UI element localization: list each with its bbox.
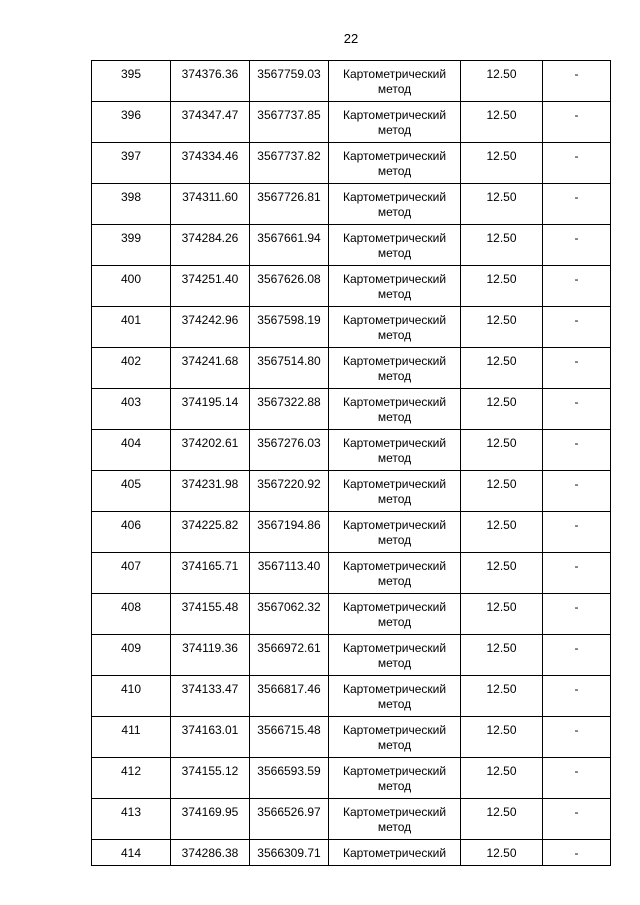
x-coordinate-cell xyxy=(171,225,250,266)
y-coordinate-cell xyxy=(250,61,329,102)
note-cell-text: - xyxy=(574,764,579,778)
y-coordinate-cell-text: 3567113.40 xyxy=(257,559,321,573)
point-number-cell-text: 409 xyxy=(120,641,142,655)
point-number-cell xyxy=(92,225,171,266)
x-coordinate-cell xyxy=(171,143,250,184)
point-number-cell-text: 413 xyxy=(120,805,142,819)
accuracy-cell xyxy=(461,61,543,102)
x-coordinate-cell xyxy=(171,594,250,635)
y-coordinate-cell xyxy=(250,553,329,594)
accuracy-cell-text: 12.50 xyxy=(486,764,517,778)
point-number-cell-text: 406 xyxy=(120,518,142,532)
accuracy-cell xyxy=(461,635,543,676)
method-cell xyxy=(329,430,461,471)
accuracy-cell xyxy=(461,717,543,758)
note-cell xyxy=(543,266,611,307)
point-number-cell-text: 402 xyxy=(120,354,142,368)
x-coordinate-cell xyxy=(171,471,250,512)
method-cell-text: Картометрический метод xyxy=(342,190,447,219)
table-row xyxy=(92,61,611,102)
accuracy-cell xyxy=(461,266,543,307)
note-cell-text: - xyxy=(574,67,579,81)
method-cell-text: Картометрический метод xyxy=(342,600,447,629)
note-cell xyxy=(543,717,611,758)
x-coordinate-cell-text: 374284.26 xyxy=(181,231,239,245)
point-number-cell xyxy=(92,635,171,676)
y-coordinate-cell-text: 3567220.92 xyxy=(257,477,321,491)
page-number: 22 xyxy=(343,31,359,46)
point-number-cell xyxy=(92,676,171,717)
x-coordinate-cell-text: 374347.47 xyxy=(181,108,239,122)
y-coordinate-cell-text: 3567737.82 xyxy=(257,149,321,163)
note-cell xyxy=(543,840,611,866)
note-cell-text: - xyxy=(574,149,579,163)
note-cell-text: - xyxy=(574,231,579,245)
accuracy-cell-text: 12.50 xyxy=(486,600,517,614)
note-cell xyxy=(543,389,611,430)
y-coordinate-cell xyxy=(250,799,329,840)
table-row xyxy=(92,799,611,840)
y-coordinate-cell-text: 3566593.59 xyxy=(257,764,321,778)
x-coordinate-cell-text: 374119.36 xyxy=(182,641,238,655)
method-cell xyxy=(329,307,461,348)
table-row xyxy=(92,102,611,143)
table-row xyxy=(92,471,611,512)
y-coordinate-cell xyxy=(250,184,329,225)
y-coordinate-cell xyxy=(250,717,329,758)
note-cell xyxy=(543,348,611,389)
note-cell-text: - xyxy=(574,846,579,860)
x-coordinate-cell-text: 374311.60 xyxy=(182,190,238,204)
note-cell-text: - xyxy=(574,559,579,573)
accuracy-cell-text: 12.50 xyxy=(486,436,517,450)
x-coordinate-cell-text: 374155.12 xyxy=(181,764,239,778)
note-cell-text: - xyxy=(574,395,579,409)
point-number-cell xyxy=(92,840,171,866)
method-cell-text: Картометрический метод xyxy=(342,313,447,342)
x-coordinate-cell-text: 374165.71 xyxy=(181,559,239,573)
x-coordinate-cell xyxy=(171,307,250,348)
note-cell-text: - xyxy=(574,682,579,696)
accuracy-cell xyxy=(461,553,543,594)
note-cell xyxy=(543,143,611,184)
y-coordinate-cell xyxy=(250,430,329,471)
accuracy-cell xyxy=(461,758,543,799)
x-coordinate-cell xyxy=(171,61,250,102)
table-row xyxy=(92,594,611,635)
point-number-cell-text: 397 xyxy=(120,149,142,163)
point-number-cell-text: 401 xyxy=(120,313,142,327)
accuracy-cell-text: 12.50 xyxy=(486,518,517,532)
table-row xyxy=(92,184,611,225)
point-number-cell-text: 398 xyxy=(120,190,142,204)
point-number-cell xyxy=(92,512,171,553)
point-number-cell-text: 404 xyxy=(120,436,142,450)
point-number-cell xyxy=(92,430,171,471)
method-cell-text: Картометрический метод xyxy=(342,641,447,670)
note-cell xyxy=(543,307,611,348)
y-coordinate-cell-text: 3567598.19 xyxy=(257,313,321,327)
method-cell-text: Картометрический метод xyxy=(342,395,447,424)
method-cell-text: Картометрический метод xyxy=(342,272,447,301)
y-coordinate-cell-text: 3566817.46 xyxy=(257,682,321,696)
table-row xyxy=(92,389,611,430)
note-cell-text: - xyxy=(574,272,579,286)
table-row xyxy=(92,758,611,799)
y-coordinate-cell xyxy=(250,635,329,676)
method-cell-text: Картометрический метод xyxy=(342,436,447,465)
accuracy-cell xyxy=(461,840,543,866)
method-cell xyxy=(329,717,461,758)
table-row xyxy=(92,266,611,307)
note-cell-text: - xyxy=(574,723,579,737)
accuracy-cell xyxy=(461,676,543,717)
x-coordinate-cell-text: 374225.82 xyxy=(181,518,239,532)
y-coordinate-cell-text: 3567276.03 xyxy=(257,436,321,450)
method-cell-text: Картометрический метод xyxy=(342,354,447,383)
method-cell-text: Картометрический метод xyxy=(342,518,447,547)
accuracy-cell-text: 12.50 xyxy=(486,641,517,655)
y-coordinate-cell xyxy=(250,143,329,184)
x-coordinate-cell xyxy=(171,840,250,866)
method-cell xyxy=(329,266,461,307)
point-number-cell-text: 412 xyxy=(120,764,142,778)
note-cell xyxy=(543,471,611,512)
accuracy-cell-text: 12.50 xyxy=(486,149,517,163)
y-coordinate-cell-text: 3567322.88 xyxy=(257,395,321,409)
note-cell-text: - xyxy=(574,436,579,450)
y-coordinate-cell xyxy=(250,512,329,553)
accuracy-cell-text: 12.50 xyxy=(486,846,517,860)
x-coordinate-cell-text: 374155.48 xyxy=(181,600,239,614)
coordinates-table xyxy=(91,60,611,866)
accuracy-cell-text: 12.50 xyxy=(486,723,517,737)
x-coordinate-cell xyxy=(171,512,250,553)
method-cell-text: Картометрический метод xyxy=(342,108,447,137)
point-number-cell-text: 403 xyxy=(120,395,142,409)
point-number-cell xyxy=(92,758,171,799)
note-cell-text: - xyxy=(574,354,579,368)
method-cell-text: Картометрический метод xyxy=(342,149,447,178)
table-row xyxy=(92,348,611,389)
point-number-cell xyxy=(92,184,171,225)
x-coordinate-cell-text: 374195.14 xyxy=(181,395,239,409)
note-cell xyxy=(543,799,611,840)
y-coordinate-cell xyxy=(250,758,329,799)
note-cell-text: - xyxy=(574,477,579,491)
accuracy-cell xyxy=(461,307,543,348)
x-coordinate-cell xyxy=(171,184,250,225)
x-coordinate-cell-text: 374231.98 xyxy=(181,477,239,491)
x-coordinate-cell xyxy=(171,430,250,471)
point-number-cell-text: 414 xyxy=(120,846,142,860)
point-number-cell-text: 410 xyxy=(120,682,142,696)
y-coordinate-cell-text: 3567062.32 xyxy=(257,600,321,614)
x-coordinate-cell-text: 374163.01 xyxy=(181,723,239,737)
x-coordinate-cell xyxy=(171,635,250,676)
point-number-cell-text: 405 xyxy=(120,477,142,491)
method-cell-text: Картометрический метод xyxy=(342,477,447,506)
table-row xyxy=(92,430,611,471)
y-coordinate-cell xyxy=(250,676,329,717)
method-cell xyxy=(329,348,461,389)
method-cell-text: Картометрический метод xyxy=(342,231,447,260)
table-row xyxy=(92,676,611,717)
y-coordinate-cell xyxy=(250,266,329,307)
note-cell-text: - xyxy=(574,190,579,204)
y-coordinate-cell-text: 3567759.03 xyxy=(257,67,321,81)
point-number-cell xyxy=(92,102,171,143)
method-cell xyxy=(329,799,461,840)
note-cell xyxy=(543,758,611,799)
accuracy-cell xyxy=(461,389,543,430)
x-coordinate-cell xyxy=(171,348,250,389)
method-cell xyxy=(329,840,461,866)
accuracy-cell-text: 12.50 xyxy=(486,313,517,327)
method-cell xyxy=(329,102,461,143)
y-coordinate-cell-text: 3567626.08 xyxy=(257,272,321,286)
table-row xyxy=(92,307,611,348)
accuracy-cell-text: 12.50 xyxy=(486,395,517,409)
accuracy-cell xyxy=(461,512,543,553)
x-coordinate-cell-text: 374242.96 xyxy=(181,313,239,327)
method-cell-text: Картометрический метод xyxy=(342,559,447,588)
y-coordinate-cell xyxy=(250,471,329,512)
table-row xyxy=(92,225,611,266)
method-cell xyxy=(329,61,461,102)
accuracy-cell xyxy=(461,143,543,184)
note-cell xyxy=(543,635,611,676)
coordinates-table-body xyxy=(92,61,611,866)
y-coordinate-cell-text: 3567514.80 xyxy=(257,354,321,368)
y-coordinate-cell xyxy=(250,102,329,143)
accuracy-cell xyxy=(461,102,543,143)
table-row xyxy=(92,840,611,866)
note-cell xyxy=(543,594,611,635)
method-cell xyxy=(329,143,461,184)
point-number-cell xyxy=(92,266,171,307)
note-cell-text: - xyxy=(574,641,579,655)
point-number-cell-text: 399 xyxy=(120,231,142,245)
table-row xyxy=(92,635,611,676)
method-cell-text: Картометрический метод xyxy=(342,67,447,96)
accuracy-cell-text: 12.50 xyxy=(486,67,517,81)
accuracy-cell xyxy=(461,225,543,266)
accuracy-cell-text: 12.50 xyxy=(486,477,517,491)
method-cell-text: Картометрический метод xyxy=(342,723,447,752)
accuracy-cell-text: 12.50 xyxy=(486,231,517,245)
y-coordinate-cell xyxy=(250,594,329,635)
table-row xyxy=(92,717,611,758)
point-number-cell xyxy=(92,61,171,102)
accuracy-cell-text: 12.50 xyxy=(486,190,517,204)
y-coordinate-cell-text: 3567661.94 xyxy=(257,231,321,245)
note-cell xyxy=(543,184,611,225)
x-coordinate-cell xyxy=(171,717,250,758)
point-number-cell-text: 395 xyxy=(120,67,142,81)
x-coordinate-cell-text: 374286.38 xyxy=(181,846,239,860)
point-number-cell-text: 407 xyxy=(120,559,142,573)
x-coordinate-cell xyxy=(171,758,250,799)
y-coordinate-cell xyxy=(250,225,329,266)
method-cell-text: Картометрический метод xyxy=(342,682,447,711)
accuracy-cell-text: 12.50 xyxy=(486,108,517,122)
accuracy-cell-text: 12.50 xyxy=(486,682,517,696)
table-row xyxy=(92,512,611,553)
note-cell xyxy=(543,430,611,471)
y-coordinate-cell-text: 3566715.48 xyxy=(257,723,321,737)
point-number-cell xyxy=(92,717,171,758)
x-coordinate-cell xyxy=(171,102,250,143)
point-number-cell xyxy=(92,594,171,635)
y-coordinate-cell-text: 3567726.81 xyxy=(257,190,321,204)
y-coordinate-cell-text: 3567194.86 xyxy=(257,518,321,532)
accuracy-cell xyxy=(461,184,543,225)
note-cell-text: - xyxy=(574,313,579,327)
point-number-cell-text: 411 xyxy=(121,723,141,737)
accuracy-cell xyxy=(461,799,543,840)
y-coordinate-cell-text: 3566309.71 xyxy=(257,846,321,860)
point-number-cell xyxy=(92,553,171,594)
x-coordinate-cell-text: 374169.95 xyxy=(181,805,239,819)
table-row xyxy=(92,143,611,184)
point-number-cell xyxy=(92,389,171,430)
note-cell-text: - xyxy=(574,108,579,122)
point-number-cell xyxy=(92,307,171,348)
x-coordinate-cell xyxy=(171,553,250,594)
accuracy-cell xyxy=(461,430,543,471)
x-coordinate-cell xyxy=(171,266,250,307)
method-cell xyxy=(329,389,461,430)
point-number-cell xyxy=(92,348,171,389)
method-cell xyxy=(329,553,461,594)
y-coordinate-cell xyxy=(250,389,329,430)
table-row xyxy=(92,553,611,594)
method-cell xyxy=(329,594,461,635)
x-coordinate-cell-text: 374241.68 xyxy=(181,354,239,368)
method-cell xyxy=(329,635,461,676)
x-coordinate-cell-text: 374251.40 xyxy=(181,272,239,286)
method-cell xyxy=(329,471,461,512)
x-coordinate-cell-text: 374133.47 xyxy=(181,682,239,696)
note-cell xyxy=(543,553,611,594)
x-coordinate-cell xyxy=(171,799,250,840)
point-number-cell-text: 400 xyxy=(120,272,142,286)
x-coordinate-cell xyxy=(171,676,250,717)
y-coordinate-cell xyxy=(250,348,329,389)
method-cell-text: Картометрический метод xyxy=(342,764,447,793)
accuracy-cell-text: 12.50 xyxy=(486,805,517,819)
note-cell xyxy=(543,676,611,717)
method-cell xyxy=(329,225,461,266)
y-coordinate-cell-text: 3566526.97 xyxy=(257,805,321,819)
point-number-cell xyxy=(92,799,171,840)
note-cell-text: - xyxy=(574,600,579,614)
y-coordinate-cell-text: 3567737.85 xyxy=(257,108,321,122)
point-number-cell xyxy=(92,471,171,512)
method-cell-text: Картометрический метод xyxy=(342,805,447,834)
y-coordinate-cell xyxy=(250,840,329,866)
point-number-cell xyxy=(92,143,171,184)
note-cell xyxy=(543,512,611,553)
accuracy-cell-text: 12.50 xyxy=(486,559,517,573)
note-cell xyxy=(543,61,611,102)
method-cell-text: Картометрический xyxy=(342,846,447,860)
point-number-cell-text: 408 xyxy=(120,600,142,614)
note-cell xyxy=(543,102,611,143)
method-cell xyxy=(329,758,461,799)
note-cell-text: - xyxy=(574,518,579,532)
note-cell-text: - xyxy=(574,805,579,819)
accuracy-cell xyxy=(461,471,543,512)
y-coordinate-cell-text: 3566972.61 xyxy=(257,641,321,655)
x-coordinate-cell-text: 374202.61 xyxy=(181,436,239,450)
x-coordinate-cell-text: 374376.36 xyxy=(181,67,239,81)
method-cell xyxy=(329,184,461,225)
y-coordinate-cell xyxy=(250,307,329,348)
accuracy-cell xyxy=(461,594,543,635)
accuracy-cell-text: 12.50 xyxy=(486,272,517,286)
x-coordinate-cell-text: 374334.46 xyxy=(181,149,239,163)
method-cell xyxy=(329,512,461,553)
note-cell xyxy=(543,225,611,266)
point-number-cell-text: 396 xyxy=(120,108,142,122)
x-coordinate-cell xyxy=(171,389,250,430)
method-cell xyxy=(329,676,461,717)
accuracy-cell-text: 12.50 xyxy=(486,354,517,368)
accuracy-cell xyxy=(461,348,543,389)
